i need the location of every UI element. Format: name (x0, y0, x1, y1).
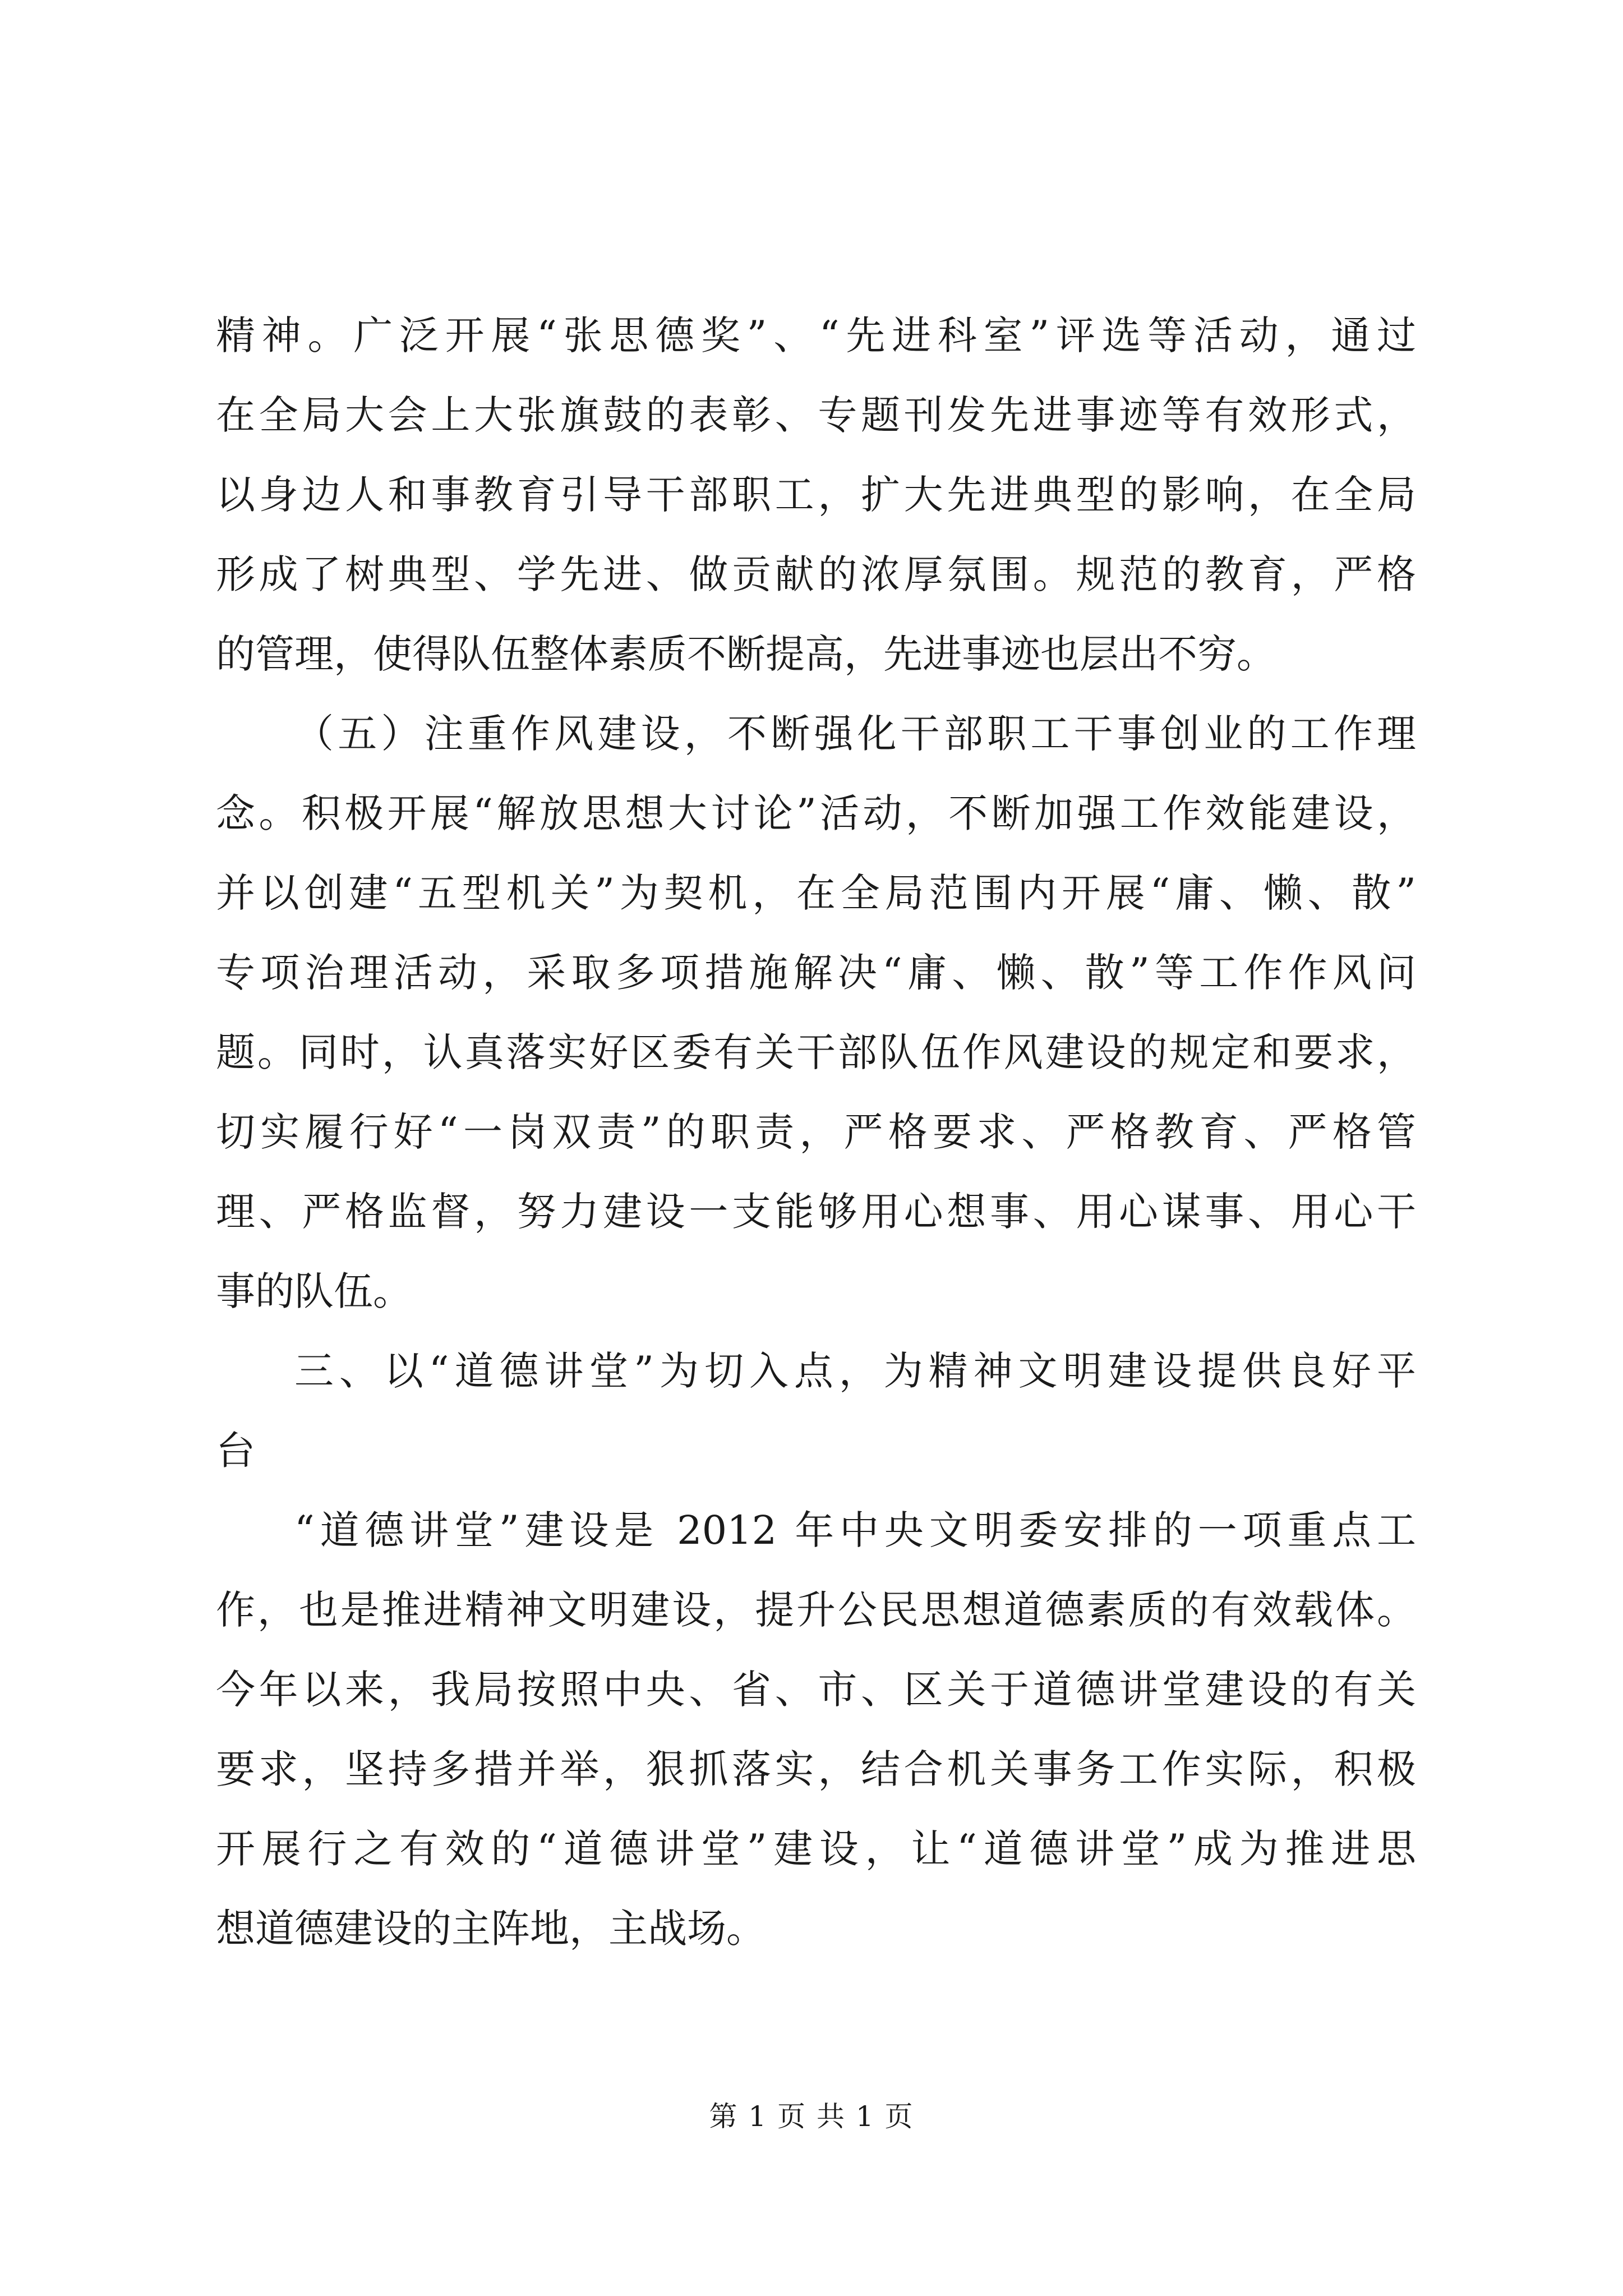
text-line: 念。积极开展“解放思想大讨论”活动，不断加强工作效能建设， (216, 790, 1416, 836)
page-footer: 第 1 页 共 1 页 (709, 2100, 914, 2133)
text-line: 今年以来，我局按照中央、省、市、区关于道德讲堂建设的有关 (216, 1667, 1416, 1713)
text-line: “道德讲堂”建设是 2012 年中央文明委安排的一项重点工 (294, 1507, 1416, 1553)
document-body (216, 296, 1416, 1968)
text-line: 要求，坚持多措并举，狠抓落实，结合机关事务工作实际，积极 (216, 1746, 1416, 1792)
text-line: 开展行之有效的“道德讲堂”建设，让“道德讲堂”成为推进思 (216, 1826, 1416, 1872)
text-line: 事的队伍。 (216, 1268, 412, 1314)
text-line: 切实履行好“一岗双责”的职责，严格要求、严格教育、严格管 (216, 1109, 1416, 1155)
text-line: 想道德建设的主阵地，主战场。 (216, 1906, 766, 1952)
text-line: 专项治理活动，采取多项措施解决“庸、懒、散”等工作作风问 (216, 950, 1416, 996)
text-line: 在全局大会上大张旗鼓的表彰、专题刊发先进事迹等有效形式， (216, 392, 1416, 438)
text-line: 作，也是推进精神文明建设，提升公民思想道德素质的有效载体。 (216, 1587, 1416, 1633)
text-line: 形成了树典型、学先进、做贡献的浓厚氛围。规范的教育，严格 (216, 551, 1416, 597)
text-line: 并以创建“五型机关”为契机，在全局范围内开展“庸、懒、散” (216, 870, 1416, 916)
text-line: 以身边人和事教育引导干部职工，扩大先进典型的影响，在全局 (216, 472, 1416, 518)
section-heading-line: 三、以“道德讲堂”为切入点，为精神文明建设提供良好平 (294, 1348, 1416, 1394)
text-line: 的管理，使得队伍整体素质不断提高，先进事迹也层出不穷。 (216, 631, 1276, 677)
text-line: 题。同时，认真落实好区委有关干部队伍作风建设的规定和要求， (216, 1029, 1416, 1075)
section-heading-line: 台 (216, 1428, 255, 1474)
text-line: 精神。广泛开展“张思德奖”、“先进科室”评选等活动，通过 (216, 312, 1416, 358)
text-line: 理、严格监督，努力建设一支能够用心想事、用心谋事、用心干 (216, 1189, 1416, 1235)
section-heading-line: （五）注重作风建设，不断强化干部职工干事创业的工作理 (294, 711, 1416, 757)
